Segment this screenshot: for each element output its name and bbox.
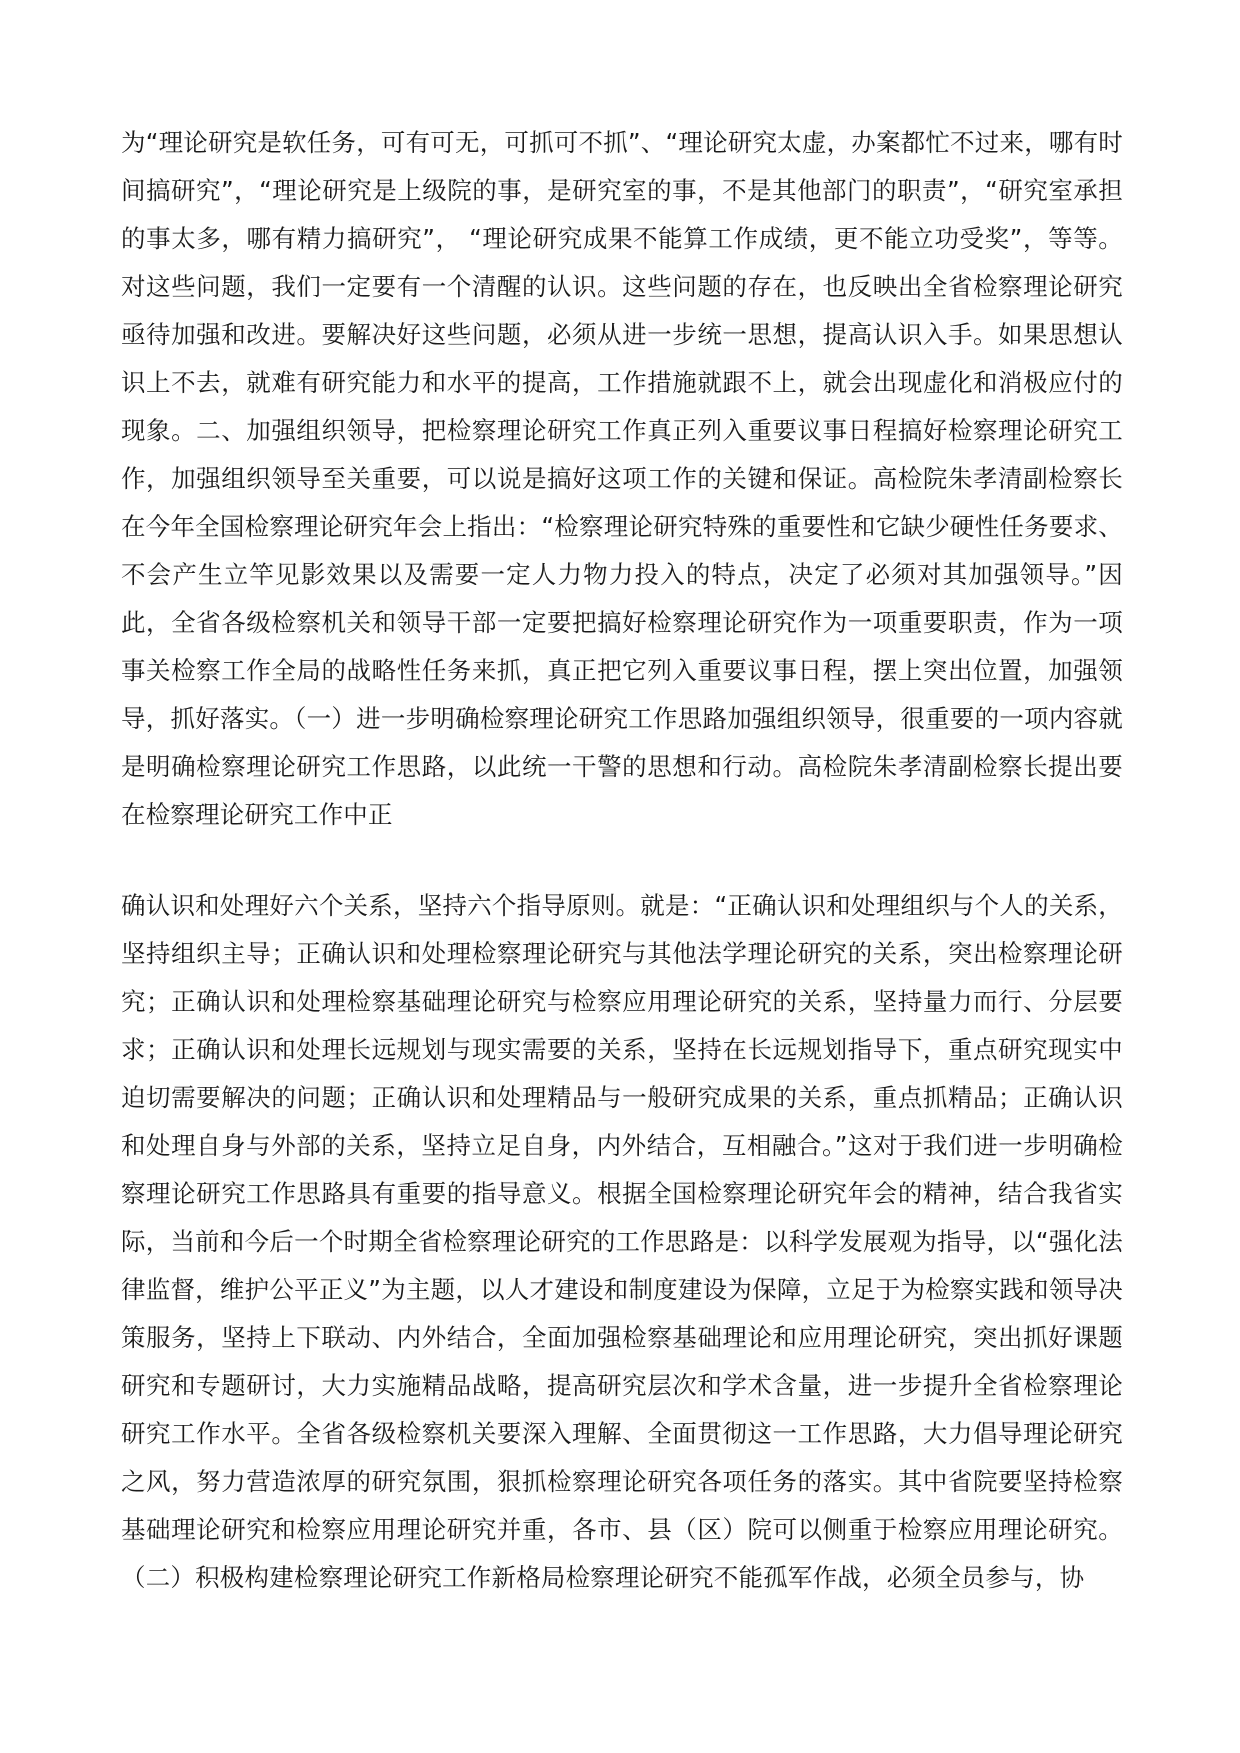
body-paragraph: 为“理论研究是软任务，可有可无，可抓可不抓”、“理论研究太虚，办案都忙不过来，哪有时间搞研究”，“理论研究是上级院的事，是研究室的事，不是其他部门的职责”，“研究室承担的事太多，哪有精力搞研究”， “理论研究成果不能算工作成绩，更不能立功受奖”，等等。对这些问题，我们一定要有一个清醒的认识。这些问题的存在，也反映出全省检察理论研究亟待加强和改进。要解决好这些问题，必须从进一步统一思想，提高认识入手。如果思想认识上不去，就难有研究能力和水平的提高，工作措施就跟不上，就会出现虚化和消极应付的现象。二、加强组织领导，把检察理论研究工作真正列入重要议事日程搞好检察理论研究工作，加强组织领导至关重要，可以说是搞好这项工作的关键和保证。高检院朱孝清副检察长在今年全国检察理论研究年会上指出：“检察理论研究特殊的重要性和它缺少硬性任务要求、不会产生立竿见影效果以及需要一定人力物力投入的特点，决定了必须对其加强领导。”因此，全省各级检察机关和领导干部一定要把搞好检察理论研究作为一项重要职责，作为一项事关检察工作全局的战略性任务来抓，真正把它列入重要议事日程，摆上突出位置，加强领导，抓好落实。（一）进一步明确检察理论研究工作思路加强组织领导，很重要的一项内容就是明确检察理论研究工作思路，以此统一干警的思想和行动。高检院朱孝清副检察长提出要在检察理论研究工作中正 [121,128,1123,829]
body-paragraph: 确认识和处理好六个关系，坚持六个指导原则。就是：“正确认识和处理组织与个人的关系，坚持组织主导；正确认识和处理检察理论研究与其他法学理论研究的关系，突出检察理论研究；正确认识和处理检察基础理论研究与检察应用理论研究的关系，坚持量力而行、分层要求；正确认识和处理长远规划与现实需要的关系，坚持在长远规划指导下，重点研究现实中迫切需要解决的问题；正确认识和处理精品与一般研究成果的关系，重点抓精品；正确认识和处理自身与外部的关系，坚持立足自身，内外结合，互相融合。”这对于我们进一步明确检察理论研究工作思路具有重要的指导意义。根据全国检察理论研究年会的精神，结合我省实际，当前和今后一个时期全省检察理论研究的工作思路是：以科学发展观为指导，以“强化法律监督，维护公平正义”为主题，以人才建设和制度建设为保障，立足于为检察实践和领导决策服务，坚持上下联动、内外结合，全面加强检察基础理论和应用理论研究，突出抓好课题研究和专题研讨，大力实施精品战略，提高研究层次和学术含量，进一步提升全省检察理论研究工作水平。全省各级检察机关要深入理解、全面贯彻这一工作思路，大力倡导理论研究之风，努力营造浓厚的研究氛围，狠抓检察理论研究各项任务的落实。其中省院要坚持检察基础理论研究和检察应用理论研究并重，各市、县（区）院可以侧重于检察应用理论研究。（二）积极构建检察理论研究工作新格局检察理论研究不能孤军作战，必须全员参与，协 [121,891,1123,1592]
